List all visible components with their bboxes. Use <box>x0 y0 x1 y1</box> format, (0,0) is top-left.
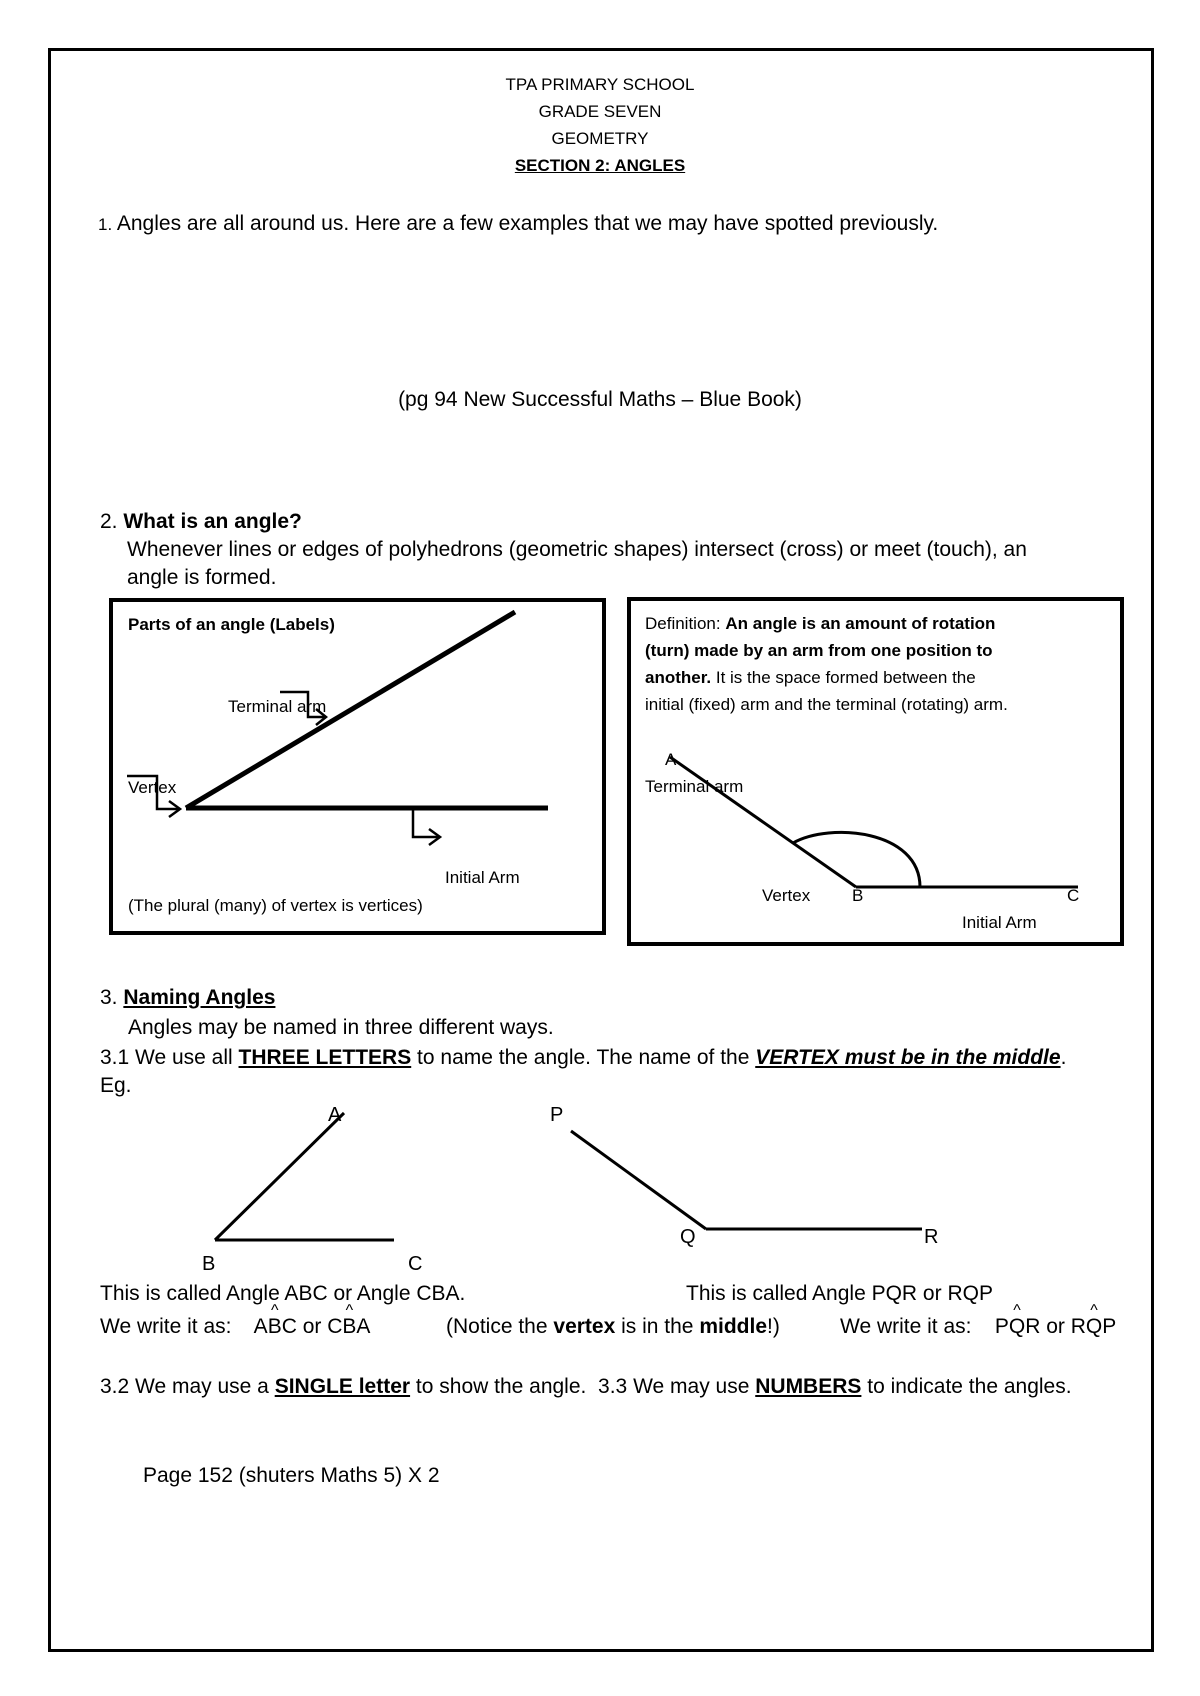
pqr-point-r: R <box>924 1226 939 1248</box>
pqr1-p: P <box>994 1315 1009 1338</box>
q3-number: 3. <box>100 986 118 1009</box>
abc1-hat-b: ^ B <box>268 1315 282 1339</box>
abc-point-b: B <box>202 1253 216 1275</box>
pqr2-p: P <box>1102 1315 1117 1338</box>
abc2-hat-b: ^ B <box>342 1315 356 1339</box>
s31-three-letters: THREE LETTERS <box>238 1046 412 1069</box>
notice-middle: middle <box>699 1315 768 1338</box>
def-point-b: B <box>852 886 864 905</box>
definition-line-2: (turn) made by an arm from one position to <box>645 641 993 660</box>
called-abc: This is called Angle ABC or Angle CBA. <box>100 1282 466 1305</box>
def-point-c: C <box>1067 886 1080 905</box>
write-abc-prefix: We write it as: <box>100 1315 232 1338</box>
notice-line <box>446 1315 780 1339</box>
parts-title: Parts of an angle (Labels) <box>128 615 335 634</box>
s31-vertex-middle: VERTEX must be in the middle <box>755 1046 1061 1069</box>
pqr1-hat-q: ^ Q <box>1009 1315 1025 1339</box>
grade-label: GRADE SEVEN <box>538 102 662 121</box>
abc-point-c: C <box>408 1253 423 1275</box>
abc2-a: A <box>356 1315 371 1338</box>
pqr-point-p: P <box>550 1104 564 1126</box>
q3-intro: Angles may be named in three different ways. <box>128 1016 554 1039</box>
s31-line <box>100 1046 1066 1070</box>
notice-a: (Notice the <box>446 1315 554 1338</box>
definition-bold-3: another. <box>645 668 712 687</box>
s31-a: 3.1 We use all <box>100 1046 239 1069</box>
notice-e: !) <box>767 1315 780 1338</box>
called-pqr: This is called Angle PQR or RQP <box>686 1282 993 1305</box>
s33-c: to indicate the angles. <box>861 1375 1072 1398</box>
s32-a: 3.2 We may use a <box>100 1375 275 1398</box>
s31-c: to name the angle. The name of the <box>411 1046 756 1069</box>
pqr2-hat-q: ^ Q <box>1086 1315 1102 1339</box>
abc-point-a: A <box>328 1104 342 1126</box>
page-reference: Page 152 (shuters Maths 5) X 2 <box>143 1464 440 1487</box>
def-vertex-label: Vertex <box>762 886 811 905</box>
q1-reference: (pg 94 New Successful Maths – Blue Book) <box>398 388 802 411</box>
q1-number: 1. <box>98 215 113 234</box>
pqr-or: or <box>1040 1315 1071 1338</box>
abc-or: or <box>296 1315 328 1338</box>
s33-numbers: NUMBERS <box>755 1375 862 1398</box>
parts-of-angle-box <box>109 598 606 935</box>
definition-rest-3: It is the space formed between the <box>711 668 976 687</box>
s32-single-letter: SINGLE letter <box>274 1375 411 1398</box>
write-abc-line <box>100 1315 370 1339</box>
definition-bold-1: An angle is an amount of rotation <box>725 614 996 633</box>
write-pqr-line <box>840 1315 1116 1339</box>
def-initial-label: Initial Arm <box>962 913 1037 932</box>
pqr1-r: R <box>1025 1315 1041 1338</box>
notice-c: is in the <box>615 1315 700 1338</box>
subject-label: GEOMETRY <box>551 129 649 148</box>
q3-heading-line <box>100 986 275 1010</box>
s31-e: . <box>1060 1046 1067 1069</box>
abc1-c: C <box>281 1315 297 1338</box>
q2-number: 2. <box>100 510 118 533</box>
definition-prefix: Definition: <box>645 614 726 633</box>
q3-heading: Naming Angles <box>123 986 276 1009</box>
initial-arm-label: Initial Arm <box>445 868 520 887</box>
q2-line-2: angle is formed. <box>127 566 277 589</box>
school-name: TPA PRIMARY SCHOOL <box>505 75 695 94</box>
q2-heading: What is an angle? <box>123 510 302 533</box>
abc2-c: C <box>327 1315 343 1338</box>
pqr-point-q: Q <box>680 1226 696 1248</box>
definition-line-3 <box>645 668 976 688</box>
q1-text <box>98 212 938 236</box>
def-point-a: A <box>665 750 677 769</box>
q2-line-1: Whenever lines or edges of polyhedrons (geometric shapes) intersect (cross) or meet (touch), an <box>127 538 1027 561</box>
definition-line-4: initial (fixed) arm and the terminal (rotating) arm. <box>645 695 1008 714</box>
q2-heading-line <box>100 510 302 534</box>
s32-s33-line <box>100 1375 1072 1399</box>
vertex-label: Vertex <box>128 778 177 797</box>
terminal-arm-label: Terminal arm <box>228 697 327 716</box>
def-terminal-label: Terminal arm <box>645 777 744 796</box>
write-pqr-prefix: We write it as: <box>840 1315 972 1338</box>
q1-sentence: Angles are all around us. Here are a few examples that we may have spotted previously. <box>116 212 939 235</box>
definition-line-1 <box>645 614 995 634</box>
plural-note: (The plural (many) of vertex is vertices) <box>128 896 423 915</box>
section-title: SECTION 2: ANGLES <box>514 156 686 175</box>
abc1-a: A <box>253 1315 268 1338</box>
eg-label: Eg. <box>100 1074 132 1097</box>
pqr2-r: R <box>1070 1315 1086 1338</box>
notice-vertex: vertex <box>553 1315 616 1338</box>
s32-c: to show the angle. <box>410 1375 587 1398</box>
s33-a: 3.3 We may use <box>598 1375 756 1398</box>
